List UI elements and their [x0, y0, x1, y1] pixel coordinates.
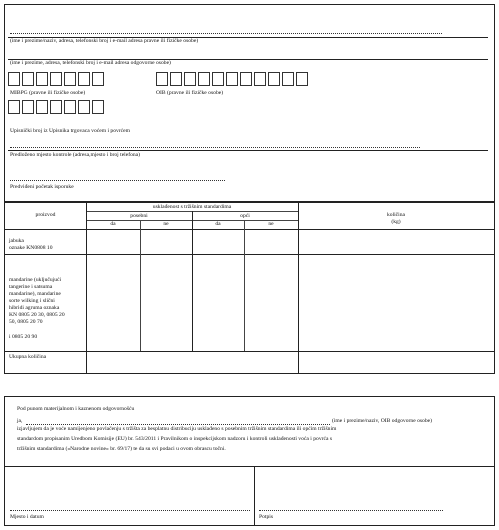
mibpg-cell[interactable]	[50, 72, 62, 86]
control-place-rule	[8, 150, 488, 151]
oib-cell[interactable]	[156, 72, 168, 86]
row2-product-line: mandarine), mandarine	[9, 291, 61, 297]
oib-cell[interactable]	[240, 72, 252, 86]
declaration-line3: izjavljujem da je voće namijenjeno povlačenju s tržišta za besplatnu distribuciju usklađeno s posebnim tržišnim standardima ili općim tržišnim	[17, 426, 337, 432]
declaration-line4: standardom propisanim Uredbom Komisije (EU) br. 543/2011 i Pravilnikom o inspekcijskom nadzoru i kontroli usklađenosti voća i povrća s	[17, 436, 333, 442]
control-place-label: Predloženo mjesto kontrole (adresa,mjesto i broj telefona)	[10, 152, 141, 158]
oib-cell[interactable]	[198, 72, 210, 86]
oib-cell[interactable]	[184, 72, 196, 86]
header-general-no: ne	[268, 221, 274, 227]
mibpg-cell[interactable]	[8, 72, 20, 86]
row2-product-line: i 0805 20 90	[9, 334, 38, 340]
oib-cell[interactable]	[282, 72, 294, 86]
row2-product-line: sorte wilking i slični	[9, 298, 55, 304]
register-cell[interactable]	[36, 100, 48, 114]
mibpg-cell[interactable]	[64, 72, 76, 86]
declarant-name-line[interactable]	[26, 424, 330, 425]
table-col-product	[86, 202, 87, 374]
delivery-start-label: Predviđeni početak isporuke	[10, 184, 74, 190]
header-quantity-unit: (kg)	[391, 219, 401, 225]
register-cell[interactable]	[64, 100, 76, 114]
signature-area-rule	[5, 466, 494, 467]
declaration-prefix: ja,	[17, 418, 23, 424]
mibpg-cell[interactable]	[78, 72, 90, 86]
declaration-section	[4, 396, 495, 526]
declaration-line1: Pod punom materijalnom i kaznenom odgovornošću	[17, 406, 135, 412]
mibpg-cell[interactable]	[22, 72, 34, 86]
product-table	[4, 202, 495, 374]
declaration-line5: tržišnim standardima («Narodne novine» br. 69/17) te da su svi podaci u ovom obrascu točni.	[17, 446, 226, 452]
row2-product-line: tangerine i satsuma	[9, 284, 53, 290]
table-col-quantity	[298, 202, 299, 374]
mibpg-cell[interactable]	[36, 72, 48, 86]
oib-cell[interactable]	[254, 72, 266, 86]
oib-cell[interactable]	[170, 72, 182, 86]
mibpg-label: MIBPG (pravne ili fizičke osobe)	[10, 90, 86, 96]
oib-label: OIB (pravne ili fizičke osobe)	[156, 90, 224, 96]
register-cell[interactable]	[92, 100, 104, 114]
delivery-start-line[interactable]	[10, 180, 225, 181]
header-special: posebni	[130, 213, 148, 219]
row2-product-line: mandarine (uključujući	[9, 277, 62, 283]
table-col-special	[192, 211, 193, 351]
mibpg-cell[interactable]	[92, 72, 104, 86]
register-label: Upisnički broj iz Upisnika trgovaca voćem i povrćem	[10, 128, 130, 134]
declaration-suffix: (ime i prezime/naziv, OIB odgovorne osobe)	[332, 418, 432, 424]
register-field[interactable]	[8, 100, 104, 116]
total-quantity-label: Ukupna količina	[9, 354, 47, 360]
header-general: opći	[240, 213, 250, 219]
header-quantity: količina	[386, 212, 406, 218]
table-col-special-yes	[140, 220, 141, 351]
row2-product-line: hibridi agruma oznaka	[9, 305, 60, 311]
control-place-line[interactable]	[10, 147, 420, 148]
oib-cell[interactable]	[296, 72, 308, 86]
signature-area-divider	[254, 466, 255, 526]
place-date-label: Mjesto i datum	[10, 514, 44, 520]
table-col-general-yes	[244, 220, 245, 351]
header-special-yes: da	[110, 221, 116, 227]
header-special-no: ne	[163, 221, 169, 227]
responsible-label: (ime i prezime, adresa, telefonski broj i e-mail adresa odgovorne osobe)	[10, 60, 171, 66]
header-product: proizvod	[35, 212, 56, 218]
total-quantity-input[interactable]	[299, 352, 494, 373]
oib-field[interactable]	[156, 72, 310, 88]
register-cell[interactable]	[8, 100, 20, 114]
table-rule-header	[5, 229, 494, 230]
row2-product-line: 50, 0805 20 70	[9, 319, 43, 325]
register-cell[interactable]	[78, 100, 90, 114]
place-date-line[interactable]	[10, 510, 250, 511]
row1-product-code: oznake KN0808 10	[9, 245, 53, 251]
header-general-yes: da	[215, 221, 221, 227]
sender-label: (ime i prezime/naziv, adresa, telefonski broj i e-mail adresa pravne ili fizičke osobe)	[10, 38, 199, 44]
oib-cell[interactable]	[226, 72, 238, 86]
sender-line[interactable]	[10, 33, 442, 34]
row2-product-line: KN 0805 20 30, 0805 20	[9, 312, 65, 318]
signature-label: Potpis	[259, 514, 273, 520]
mibpg-field[interactable]	[8, 72, 104, 88]
signature-line[interactable]	[259, 510, 443, 511]
register-cell[interactable]	[22, 100, 34, 114]
register-cell[interactable]	[50, 100, 62, 114]
oib-cell[interactable]	[268, 72, 280, 86]
table-rule-row1	[5, 254, 494, 255]
header-compliance: usklađenost s tržišnim standardima	[152, 204, 232, 210]
oib-cell[interactable]	[212, 72, 224, 86]
row1-product-name: jabuka	[9, 238, 24, 244]
